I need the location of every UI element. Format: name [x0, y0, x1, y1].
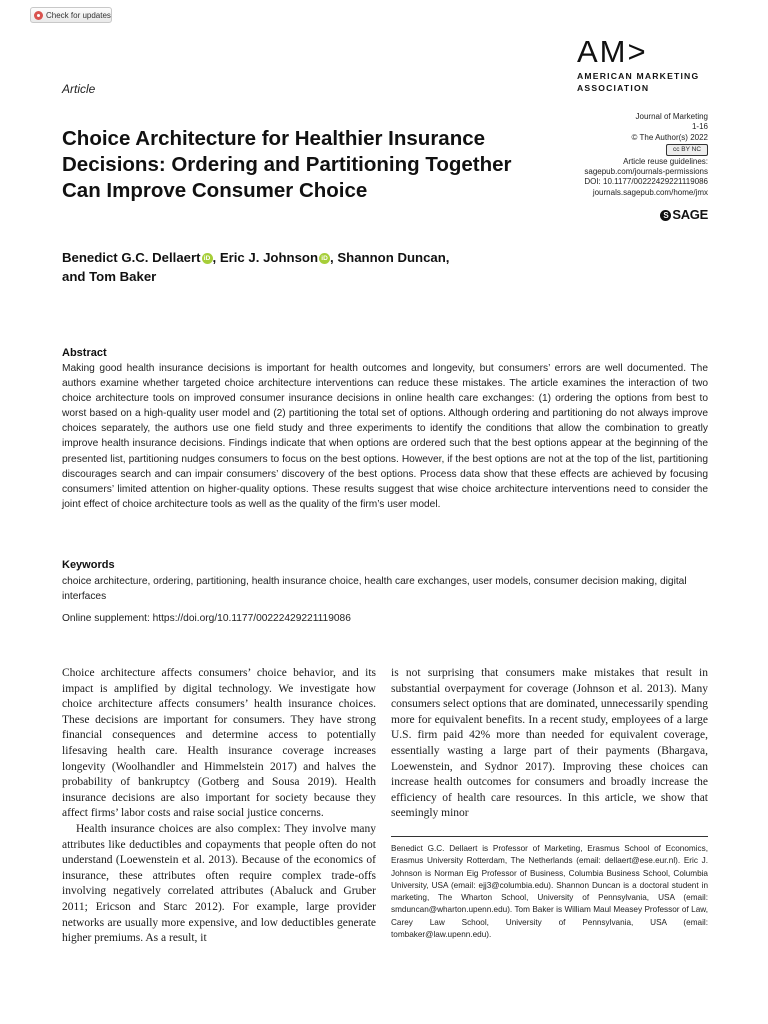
cc-license-icon[interactable]: cc BY NC [666, 144, 708, 156]
author-johnson[interactable]: , Eric J. Johnson [212, 250, 319, 265]
reuse-guidelines-link[interactable]: sagepub.com/journals-permissions [584, 167, 708, 177]
sage-logo-text: SAGE [672, 207, 708, 222]
author-affiliations-footnote: Benedict G.C. Dellaert is Professor of Marketing, Erasmus School of Economics, Erasmus University Rotterdam, The Netherlands (email: dellaert@ese.eur.nl). Eric J. Johnson is Norman Eig Professor of Business, Columbia Business School, Columbia University, USA (email: ejj3@columbia.edu). Shannon Duncan is a doctoral student in marketing, The Wharton School, University of Pennsylvania, USA (email: smduncan@wharton.upenn.edu). Tom Baker is William Maul Measey Professor of Law, Carey Law School, University of Pennsylvania, USA (email: tombaker@law.upenn.edu). [391, 844, 708, 940]
online-supplement-link[interactable]: Online supplement: https://doi.org/10.1177/00222429221119086 [62, 613, 351, 624]
journal-name: Journal of Marketing [635, 112, 708, 121]
body-paragraph: is not surprising that consumers make mistakes that result in substantial overpayment for coverage (Johnson et al. 2013). Many consumers select options that are dominated, unnecessarily spending more for equivalent benefits. In a recent study, employees of a large U.S. firm paid 42% more than needed for equivalent coverage, essentially wasting a large part of their payments (Bhargava, Loewenstein, and Sydnor 2017). Improving these choices can increase health outcomes for consumers and broadly increase the efficiency of health care resources. In this article, we show that seemingly minor [391, 667, 708, 820]
reuse-guidelines-label: Article reuse guidelines: [623, 156, 708, 166]
author-dellaert[interactable]: Benedict G.C. Dellaert [62, 250, 201, 265]
sage-s-icon: S [660, 210, 671, 221]
article-type-label: Article [62, 82, 96, 96]
article-title: Choice Architecture for Healthier Insurance Decisions: Ordering and Partitioning Together Can Improve Consumer Choice [62, 127, 512, 202]
abstract-text: Making good health insurance decisions is important for health outcomes and longevity, but consumers’ errors are well documented. The authors examine whether targeted choice architecture interventions can reduce these mistakes. The article examines the interaction of two choice architecture tools on improved consumer insurance decisions in online health care exchanges: (1) ordering the options from best to worst based on a high-quality user model and (2) partitioning the total set of options. Although ordering and partitioning do not always improve choices separately, the authors use one field study and three experiments to identify the conditions that allow the combination to greatly improve health insurance decisions. Findings indicate that when options are ordered such that the best options appear at the beginning of the presented list, partitioning nudges consumers to focus on the best options. However, if the best options are not at the top of the list, partitioning discourages search and can impair consumers’ discovery of the best options. Process data show that these effects are achieved by focusing consumers’ limited attention on higher-quality options. These results suggest that wise choice architecture interventions need to consider the joint effect of choice architecture tools as well as the quality of the firm’s user model. [62, 363, 708, 510]
orcid-icon[interactable]: iD [319, 253, 330, 264]
ama-logo-mark: AM> [577, 34, 648, 69]
orcid-icon[interactable]: iD [202, 253, 213, 264]
author-list [62, 248, 542, 286]
body-paragraph: Choice architecture affects consumers’ choice behavior, and its impact is amplified by digital technology. We investigate how choice architecture affects consumers’ health insurance choices. These decisions are important for consumers. They have strong financial consequences and determine access to potentially lifesaving health care. Health insurance coverage increases longevity (Woolhandler and Himmelstein 2017) and halves the probability of bankruptcy (Gotberg and Sousa 2019). Health insurance decisions are also important for society because they affect firms’ labor costs and raise social justice concerns. [62, 667, 376, 820]
page-range: 1-16 [691, 122, 708, 132]
abstract-heading: Abstract [62, 347, 107, 359]
ama-logo-line2: ASSOCIATION [577, 83, 650, 93]
footnote-divider [391, 836, 708, 837]
keywords-text: choice architecture, ordering, partitioning, health insurance choice, health care exchanges, user models, consumer decision making, digital interfaces [62, 576, 687, 603]
ama-logo-text [577, 70, 699, 94]
body-paragraph: Health insurance choices are also complex: They involve many attributes like deductibles and copayments that people often do not understand (Loewenstein et al. 2013). Because of the economics of insurance, these attributes often require complex trade-offs involving negatively correlated attributes (Abaluck and Gruber 2011; Ericson and Starc 2012). For example, large provider networks are usually more expensive, and low deductibles generate higher premiums. As a result, it [62, 822, 376, 945]
check-for-updates-button[interactable] [30, 7, 112, 23]
journal-home-link[interactable]: journals.sagepub.com/home/jmx [592, 187, 708, 197]
journal-metadata [508, 112, 708, 198]
author-duncan[interactable]: , Shannon Duncan, [330, 250, 450, 265]
body-left-column [62, 666, 376, 947]
copyright: © The Author(s) 2022 [631, 132, 708, 142]
check-for-updates-label: Check for updates [46, 10, 111, 20]
author-baker[interactable]: and Tom Baker [62, 269, 157, 284]
ama-logo-line1: AMERICAN MARKETING [577, 71, 700, 81]
body-right-column [391, 666, 708, 822]
sage-logo [660, 207, 708, 222]
doi[interactable]: DOI: 10.1177/00222429221119086 [584, 177, 708, 187]
keywords-heading: Keywords [62, 559, 115, 571]
update-icon [34, 11, 43, 20]
